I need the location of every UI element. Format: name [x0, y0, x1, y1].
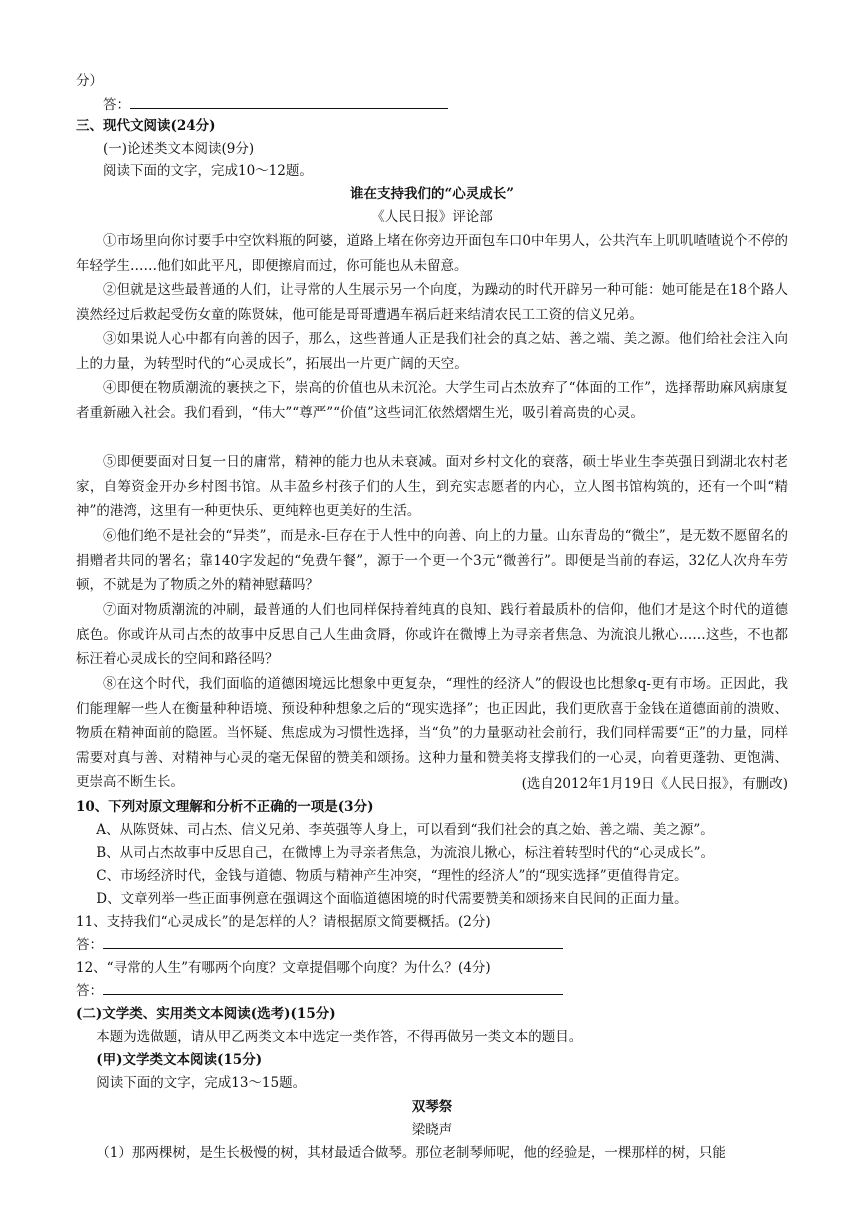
story-title: 双琴祭 [411, 1099, 453, 1115]
answer-line-top [76, 94, 815, 117]
q10-option-a: A、从陈贤妹、司占杰、信义兄弟、李英强等人身上，可以看到“我们社会的真之始、善之端、美之源”。 [96, 822, 714, 838]
q10-stem: 10、下列对原文理解和分析不正确的一项是(3分) [76, 799, 374, 815]
q10-option-c: C、市场经济时代，金钱与道德、物质与精神产生冲突，“理性的经济人”的“现实选择”更值得肯定。 [96, 868, 688, 884]
q12-answer-label: 答： [76, 983, 103, 999]
article-paragraph-7: ⑦面对物质潮流的冲刷，最普通的人们也同样保持着纯真的良知、践行着最质朴的信仰，他们才是这个时代的道德底色。你或许从司占杰的故事中反思自己人生曲贪脣，你或许在微博上为寻亲者焦急、为流浪儿揪心……这些，不也都标汪着心灵成长的空间和路径吗？ [76, 602, 788, 668]
article-paragraph-5: ⑤即便要面对日复一日的庸常，精神的能力也从未衰减。面对乡村文化的衰落，硕士毕业生李英强日到湖北农村老家，自筹资金开办乡村图书馆。从丰盈乡村孩子们的人生，到充实志愿者的内心，立人图书馆构筑的，还有一个叫“精神”的港湾，这里有一种更快乐、更纯粹也更美好的生活。 [76, 454, 788, 520]
q10-option-b: B、从司占杰故事中反思自己，在微博上为寻亲者焦急，为流浪儿揪心，标注着转型时代的“心灵成长”。 [96, 845, 714, 861]
article-paragraph-8: ⑧在这个时代，我们面临的道德困境远比想象中更复杂，“理性的经济人”的假设也比想象q-更有市场。正因此，我们能理解一些人在衡量种种语境、预设种种想象之后的“现实选择”；也正因此，我们更欣喜于金钱在道德面前的溃败、物质在精神面前的隐匿。当怀疑、焦虑成为习惯性选择，当“负”的力量驱动社会前行，我们同样需要“正”的力量，同样需要对真与善、对精神与心灵的毫无保留的赞美和颂扬。这种力量和赞美将支撑我们的一心灵，向着更蓬勃、更饱满、更崇高不断生长。 [76, 676, 788, 791]
q11-answer-label: 答： [76, 937, 103, 953]
article-source: (选自2012年1月19日《人民日报》，有删改) [521, 776, 788, 792]
q10-option-d: D、文章列举一些正面事例意在强调这个面临道德困境的时代需要赞美和颂扬来自民间的正面力量。 [96, 891, 688, 907]
q11-answer-blank[interactable] [103, 934, 563, 949]
article-title: 谁在支持我们的“心灵成长” [349, 186, 515, 202]
article-paragraph-1: ①市场里向你讨要手中空饮料瓶的阿婆，道路上堵在你旁边开面包车口0中年男人，公共汽车上叽叽喳喳说个不停的年轻学生……他们如此平凡，即便擦肩而过，你可能也从未留意。 [76, 233, 788, 274]
q12-stem: 12、“寻常的人生”有哪两个向度？文章提倡哪个向度？为什么？(4分) [76, 960, 491, 976]
story-first-line: （1）那两棵树，是生长极慢的树，其材最适合做琴。那位老制琴师呢，他的经验是，一棵那样的树，只能 [96, 1145, 726, 1161]
section3-sub1-heading: (一)论述类文本阅读(9分) [103, 141, 255, 157]
article-paragraph-3: ③如果说人心中都有向善的因子，那么，这些普通人正是我们社会的真之姑、善之端、美之源。他们给社会注入向上的力量，为转型时代的“心灵成长”，拓展出一片更广阔的天空。 [76, 331, 788, 372]
section3-sub1-instruction: 阅读下面的文字，完成10～12题。 [103, 163, 313, 179]
story-author: 梁晓声 [411, 1122, 453, 1138]
q11-answer-line [76, 934, 788, 957]
carryover-line: 分） [76, 73, 103, 89]
q12-answer-blank[interactable] [103, 980, 563, 995]
answer-label: 答： [103, 97, 130, 113]
q11-stem: 11、支持我们“心灵成长”的是怎样的人？请根据原文简要概括。(2分) [76, 914, 491, 930]
section3-heading: 三、现代文阅读(24分) [76, 118, 216, 134]
jia-heading: (甲)文学类文本阅读(15分) [96, 1052, 263, 1068]
q12-answer-line [76, 980, 788, 1003]
jia-instruction: 阅读下面的文字，完成13～15题。 [96, 1075, 307, 1091]
section3b-heading: (二)文学类、实用类文本阅读(选考)(15分) [76, 1006, 336, 1022]
section3b-note: 本题为选做题，请从甲乙两类文本中选定一类作答，不得再做另一类文本的题目。 [96, 1029, 583, 1045]
article-paragraph-2: ②但就是这些最普通的人们，让寻常的人生展示另一个向度，为躁动的时代开辟另一种可能：她可能是在18个路人漠然经过后救起受伤女童的陈贤妹，他可能是哥哥遭遇车祸后赶来结清农民工工资的信义兄弟。 [76, 282, 788, 323]
answer-blank[interactable] [130, 94, 448, 109]
article-paragraph-6: ⑥他们绝不是社会的“异类”，而是永-巨存在于人性中的向善、向上的力量。山东青岛的“微尘”，是无数不愿留名的捐赠者共同的署名；靠140字发起的“免费午餐”，源于一个更一个3元“微善行”。即便是当前的春运，32亿人次舟车劳顿，不就是为了物质之外的精神慰藉吗？ [76, 528, 788, 594]
article-author: 《人民日报》评论部 [371, 209, 493, 225]
article-paragraph-4: ④即便在物质潮流的裹挟之下，崇高的价值也从未沉沦。大学生司占杰放弃了“体面的工作”，选择帮助麻风病康复者重新融入社会。我们看到，“伟大”“尊严”“价值”这些词汇依然熠熠生光，吸引着高贵的心灵。 [76, 380, 788, 421]
